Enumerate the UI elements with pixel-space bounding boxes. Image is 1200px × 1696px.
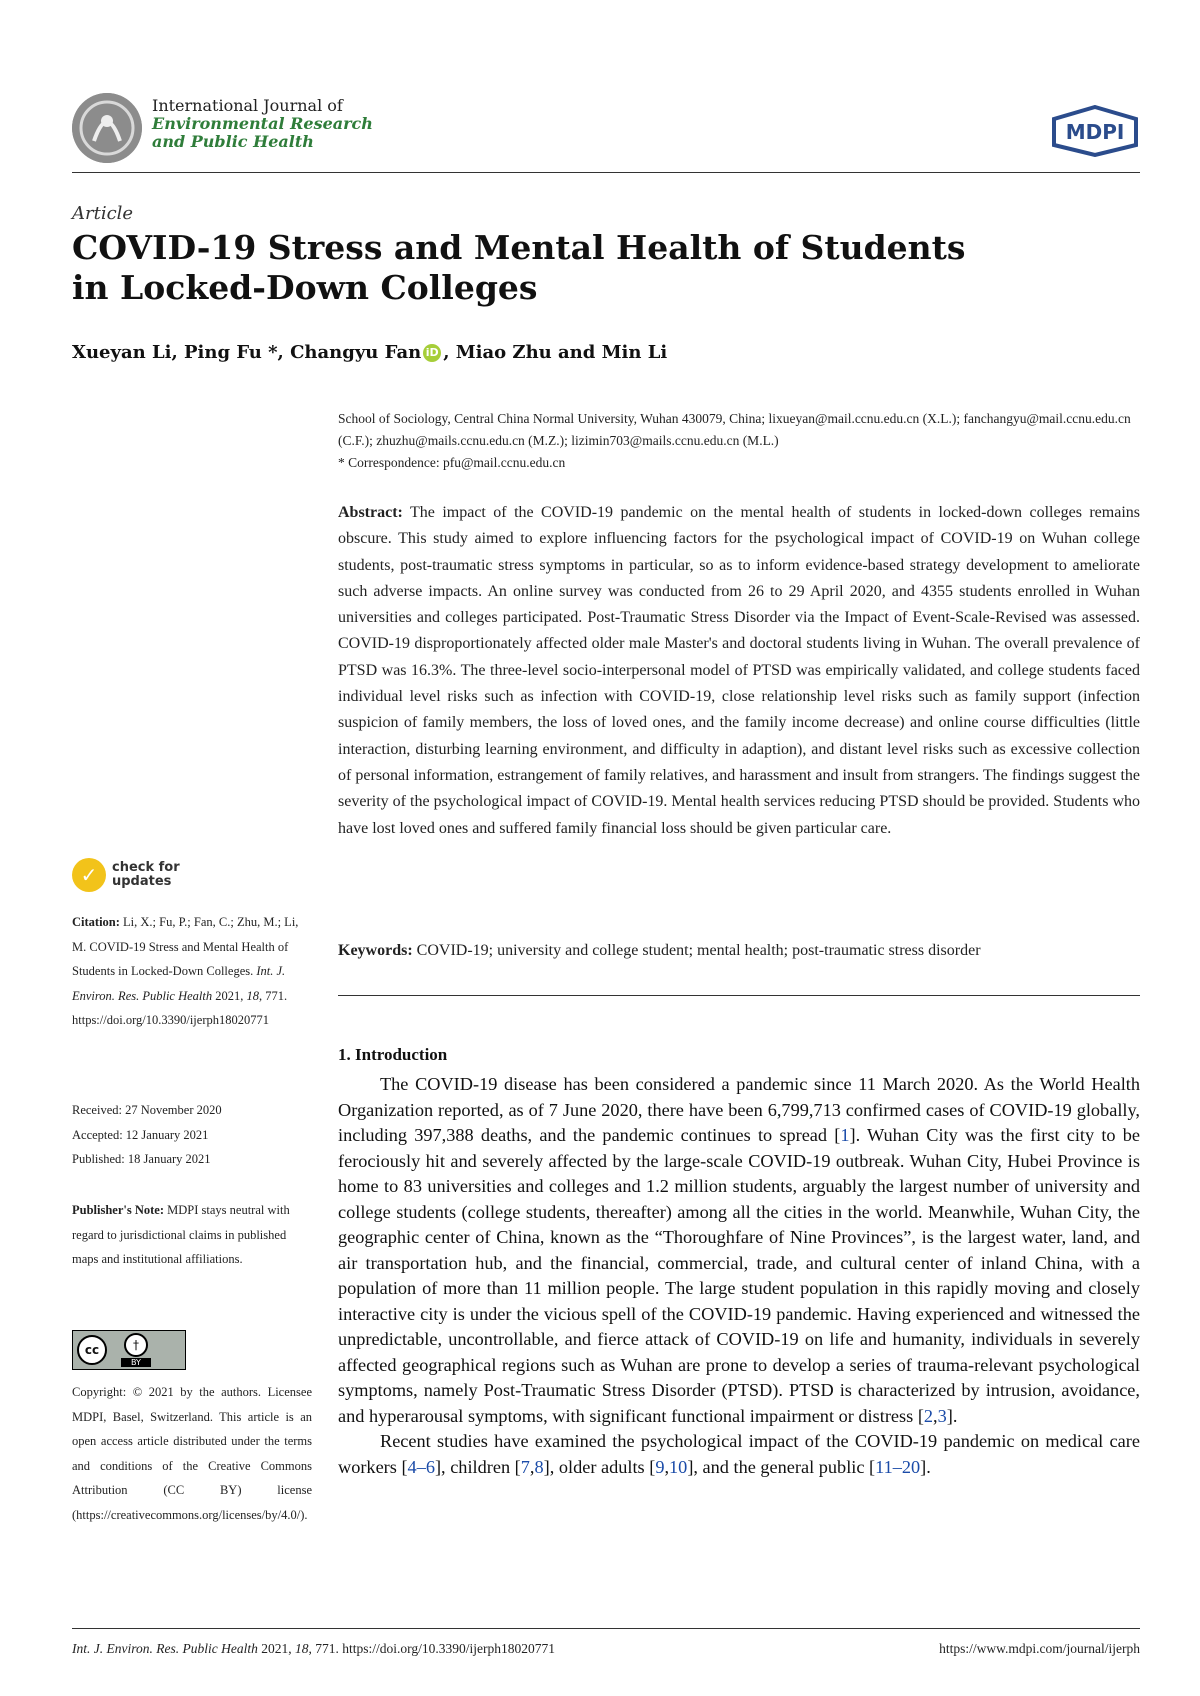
affiliation-block bbox=[338, 408, 1140, 474]
keywords-text: COVID-19; university and college student; mental health; post-traumatic stress disorder bbox=[416, 942, 981, 959]
publisher-note-label: Publisher's Note: bbox=[72, 1203, 165, 1217]
by-label: BY bbox=[121, 1358, 151, 1367]
footer-year: 2021, bbox=[257, 1641, 295, 1656]
text-run: Recent studies have examined the psychological impact of the COVID-19 pandemic on medical care workers [ bbox=[338, 1431, 1140, 1477]
footer-volume: 18 bbox=[294, 1641, 309, 1656]
cc-icon: cc bbox=[77, 1335, 107, 1365]
citation-year: 2021, bbox=[212, 988, 247, 1003]
received-date: Received: 27 November 2020 bbox=[72, 1103, 222, 1117]
citation-link[interactable]: 10 bbox=[669, 1456, 688, 1477]
mdpi-logo-text: MDPI bbox=[1065, 120, 1125, 144]
copyright-text: Copyright: © 2021 by the authors. Licensee MDPI, Basel, Switzerland. This article is an open access article distributed under the terms and conditions of the Creative Commons Attribution (CC BY) license (https://creativecommons.org/licenses/by/4.0/). bbox=[72, 1385, 312, 1522]
author-list bbox=[72, 342, 667, 363]
text-run: , bbox=[933, 1405, 938, 1426]
citation-link[interactable]: 8 bbox=[534, 1456, 544, 1477]
orcid-icon[interactable]: iD bbox=[423, 344, 441, 362]
footer-journal: Int. J. Environ. Res. Public Health bbox=[72, 1641, 258, 1656]
citation-link[interactable]: 1 bbox=[840, 1125, 850, 1145]
published-date: Published: 18 January 2021 bbox=[72, 1152, 211, 1166]
journal-name bbox=[152, 97, 373, 151]
citation-link[interactable]: 11–20 bbox=[875, 1456, 921, 1477]
citation-journal: Int. J. Environ. Res. Public Health bbox=[72, 964, 286, 1003]
citation-text: Li, X.; Fu, P.; Fan, C.; Zhu, M.; Li, M. COVID-19 Stress and Mental Health of Students in Locked-Down Colleges. bbox=[72, 915, 299, 978]
citation-volume: 18 bbox=[246, 988, 260, 1003]
text-run: ]. bbox=[920, 1456, 931, 1477]
attribution-person-icon: † bbox=[124, 1333, 148, 1357]
abstract-label: Abstract: bbox=[338, 504, 403, 521]
citation-link[interactable]: 7 bbox=[520, 1456, 530, 1477]
text-run: ], and the general public [ bbox=[687, 1456, 876, 1477]
keywords-label: Keywords: bbox=[338, 942, 413, 959]
text-run: , bbox=[529, 1456, 535, 1477]
abstract-text: The impact of the COVID-19 pandemic on the mental health of students in locked-down colleges remains obscure. This study aimed to explore influencing factors for the psychological impact of COVID-19 on Wuhan college students, post-traumatic stress symptoms in particular, so as to inform evidence-based strategy development to ameliorate such adverse impacts. An online survey was conducted from 26 to 29 April 2020, and 4355 students enrolled in Wuhan universities and colleges participated. Post-Traumatic Stress Disorder via the Impact of Event-Scale-Revised was assessed. COVID-19 disproportionately affected older male Master's and doctoral students living in Wuhan. The overall prevalence of PTSD was 16.3%. The three-level socio-interpersonal model of PTSD was empirically validated, and college students faced individual level risks such as infection with COVID-19, close relationship level risks such as family support (infection suspicion of family members, the loss of loved ones, and the family income decrease) and online course difficulties (little interaction, disturbing learning environment, and difficulty in adaption), and distant level risks such as excessive collection of personal information, estrangement of family relatives, and harassment and insult from strangers. The findings suggest the severity of the psychological impact of COVID-19. Mental health services reducing PTSD should be provided. Students who have lost loved ones and suffered family financial loss should be given particular care. bbox=[338, 504, 1140, 837]
article-title: COVID-19 Stress and Mental Health of Students in Locked-Down Colleges bbox=[72, 228, 966, 307]
journal-header bbox=[72, 93, 1140, 173]
text-run: ], children [ bbox=[434, 1456, 521, 1477]
citation-link[interactable]: 2 bbox=[923, 1405, 934, 1426]
check-line2: updates bbox=[112, 874, 172, 889]
authors-text-1: Xueyan Li, Ping Fu *, Changyu Fan bbox=[72, 342, 422, 363]
section-heading-introduction: 1. Introduction bbox=[338, 1045, 448, 1064]
dates-block bbox=[72, 1098, 312, 1172]
correspondence: * Correspondence: pfu@mail.ccnu.edu.cn bbox=[338, 455, 566, 470]
publisher-note bbox=[72, 1198, 312, 1272]
citation-label: Citation: bbox=[72, 915, 120, 929]
keywords bbox=[338, 942, 1140, 960]
abstract bbox=[338, 500, 1140, 842]
checkmark-icon: ✓ bbox=[72, 858, 106, 892]
paragraph bbox=[338, 1429, 1140, 1480]
authors-text-2: , Miao Zhu and Min Li bbox=[443, 342, 668, 363]
text-run: ]. Wuhan City was the first city to be ferociously hit and severely affected by the large-scale COVID-19 outbreak. Wuhan City, Hubei Province is home to 83 universities and colleges and 1.2 million students, arguably the largest number of university and college students (college students, thereafter) among all the cities in the world. Meanwhile, Wuhan City, the geographic center of China, known as the “Thoroughfare of Nine Provinces”, is the largest water, land, and air transportation hub, and the financial, commercial, trade, and cultural center of inland China, with a population of more than 11 million people. The large student population in this rapidly moving and closely interactive city is under the vicious spell of the COVID-19 pandemic. Having experienced and witnessed the unpredictable, uncontrollable, and fierce attack of COVID-19 on life and humanity, individuals in severely affected geographical regions such as Wuhan are prone to develop a series of trauma-relevant psychological symptoms, namely Post-Traumatic Stress Disorder (PTSD). PTSD is characterized by intrusion, avoidance, and hyperarousal symptoms, with significant functional impairment or distress [ bbox=[338, 1125, 1140, 1426]
section-divider bbox=[338, 995, 1140, 996]
journal-name-line1: International Journal of bbox=[152, 96, 343, 115]
journal-name-line3: and Public Health bbox=[152, 132, 314, 151]
cc-by-license-badge[interactable] bbox=[72, 1330, 186, 1370]
article-type: Article bbox=[72, 203, 134, 224]
publisher-note-text: MDPI stays neutral with regard to jurisdictional claims in published maps and institutional affiliations. bbox=[72, 1203, 290, 1266]
introduction-body bbox=[338, 1072, 1140, 1480]
text-run: ]. bbox=[946, 1405, 958, 1426]
text-run: , bbox=[664, 1456, 670, 1477]
check-for-updates-button[interactable] bbox=[72, 858, 180, 892]
check-line1: check for bbox=[112, 860, 180, 875]
citation-block bbox=[72, 910, 312, 1033]
citation-link[interactable]: 9 bbox=[655, 1456, 665, 1477]
citation-doi[interactable]: , 771. https://doi.org/10.3390/ijerph18020771 bbox=[72, 988, 288, 1027]
paragraph bbox=[338, 1072, 1140, 1429]
mdpi-logo-icon bbox=[1050, 105, 1140, 157]
check-for-updates-label bbox=[112, 861, 180, 889]
affiliation: School of Sociology, Central China Normal University, Wuhan 430079, China; lixueyan@mail.ccnu.edu.cn (X.L.); fanchangyu@mail.ccnu.edu.cn (C.F.); zhuzhu@mails.ccnu.edu.cn (M.Z.); lizimin703@mails.ccnu.edu.cn (M.L.) bbox=[338, 411, 1131, 448]
text-run: ], older adults [ bbox=[543, 1456, 656, 1477]
footer-doi[interactable]: , 771. https://doi.org/10.3390/ijerph18020771 bbox=[308, 1641, 555, 1656]
journal-name-line2: Environmental Research bbox=[152, 114, 373, 133]
page-footer bbox=[72, 1628, 1140, 1657]
citation-link[interactable]: 3 bbox=[937, 1405, 947, 1426]
accepted-date: Accepted: 12 January 2021 bbox=[72, 1127, 209, 1142]
journal-logo-icon bbox=[72, 93, 142, 163]
citation-link[interactable]: 4–6 bbox=[407, 1456, 435, 1477]
footer-journal-url[interactable]: https://www.mdpi.com/journal/ijerph bbox=[939, 1641, 1140, 1656]
by-icon bbox=[121, 1333, 151, 1367]
footer-citation bbox=[72, 1641, 555, 1657]
text-run: The COVID-19 disease has been considered a pandemic since 11 March 2020. As the World Health Organization reported, as of 7 June 2020, there have been 6,799,713 confirmed cases of COVID-19 globally, including 397,388 deaths, and the pandemic continues to spread [ bbox=[338, 1074, 1140, 1145]
